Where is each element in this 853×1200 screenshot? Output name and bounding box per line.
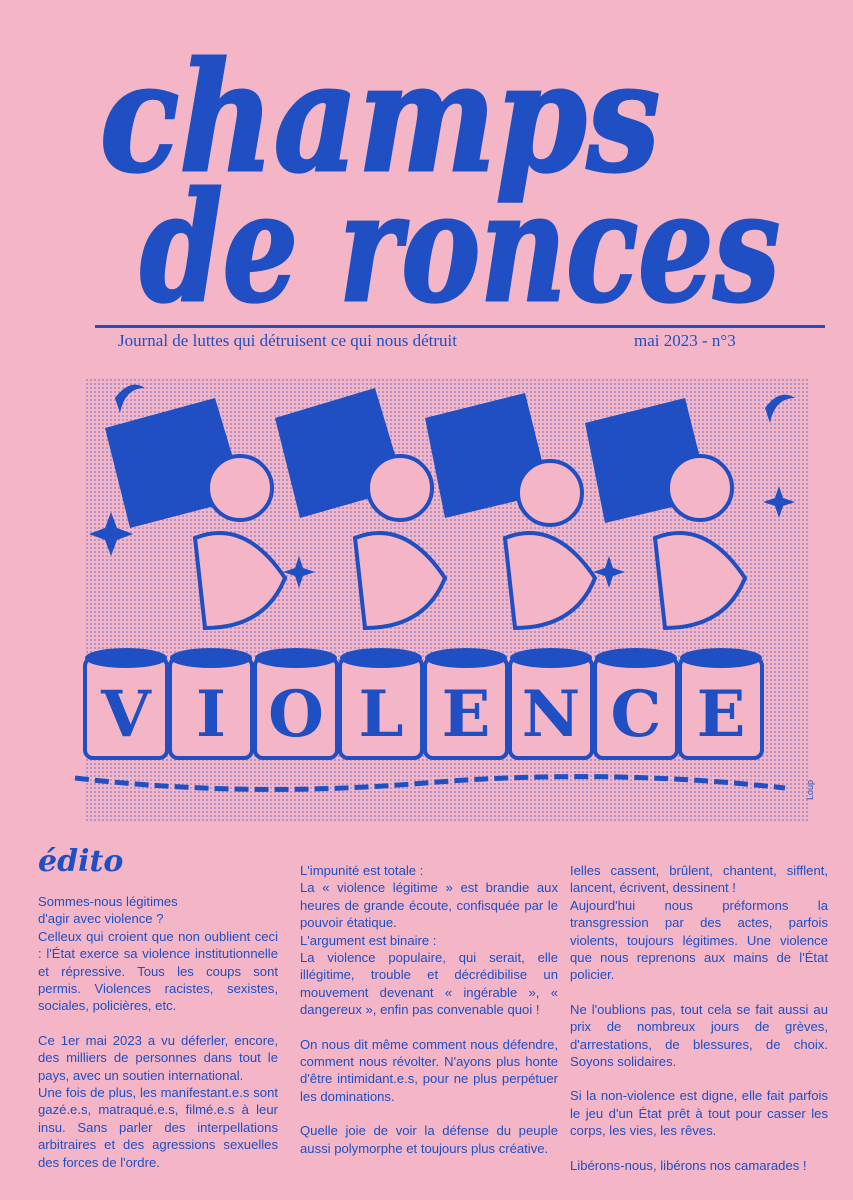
edito-title: édito — [38, 844, 124, 879]
edito-paragraph: Quelle joie de voir la défense du peuple aussi polymorphe et toujours plus créative. — [300, 1123, 558, 1156]
can-letter: L — [358, 677, 404, 752]
edito-paragraph: Ne l'oublions pas, tout cela se fait aussi au prix de nombreux jours de grèves, d'arrestations, de blessures, de choix. Soyons solidaires. — [570, 1001, 828, 1070]
edito-column-2 — [300, 862, 558, 1157]
cover-illustration — [45, 378, 808, 828]
edito-paragraph: Une fois de plus, les manifestant.e.s sont gazé.e.s, matraqué.e.s, filmé.e.s à leur insu. Sans parler des interpellations arbitraires et des agressions sexuelles des forces de l'ordre. — [38, 1085, 278, 1170]
masthead — [0, 0, 853, 320]
edito-column-3 — [570, 862, 828, 1174]
illustration-drawing — [45, 378, 808, 828]
can-letter: E — [441, 677, 491, 752]
can-letter: N — [521, 677, 581, 752]
edito-paragraph: On nous dit même comment nous défendre, comment nous révolter. N'ayons plus honte d'être intimidant.e.s, pour ne plus perpétuer les dominations. — [300, 1036, 558, 1104]
edito-question: Sommes-nous légitimes d'agir avec violence ? — [38, 894, 178, 927]
can-lid — [510, 648, 592, 668]
edito-paragraph: Si la non-violence est digne, elle fait parfois le jeu d'un État prêt à tout pour casser les corps, les vies, les rêves. — [570, 1088, 828, 1139]
can-lid — [340, 648, 422, 668]
illustration-credit: Loup — [805, 779, 815, 800]
edito-paragraph: Celleux qui croient que non oublient ceci : l'État exerce sa violence institutionnelle et répressive. Tous les coups sont permis. Violences racistes, sexistes, sociales, policières, etc. — [38, 928, 278, 1014]
can-letter: O — [268, 677, 324, 752]
edito-column-1 — [38, 845, 278, 1171]
edito-paragraph: Ce 1er mai 2023 a vu déferler, encore, des milliers de personnes dans tout le pays, avec un soutien international. — [38, 1032, 278, 1083]
masthead-line2: de ronces — [140, 160, 780, 320]
masthead-logo — [0, 0, 853, 320]
edito-paragraph: Libérons-nous, libérons nos camarades ! — [570, 1157, 807, 1173]
edito-paragraph: L'impunité est totale : — [300, 863, 424, 878]
can-lid — [85, 648, 167, 668]
can-lid — [425, 648, 507, 668]
edito-paragraph: La « violence légitime » est brandie aux heures de grande écoute, confisquée par le pouvoir étatique. — [300, 880, 558, 931]
edito-paragraph: Ielles cassent, brûlent, chantent, sifflent, lancent, écrivent, dessinent ! — [570, 863, 828, 896]
edito-paragraph: L'argument est binaire : — [300, 932, 437, 948]
can-letter: I — [196, 677, 226, 752]
edito-paragraph: Aujourd'hui nous préformons la transgression par des actes, parfois violents, toujours légitimes. Une violence que nous reprenons aux mains de l'État policier. — [570, 897, 828, 983]
can-lid — [680, 648, 762, 668]
can-lid — [595, 648, 677, 668]
can-letter: V — [101, 677, 151, 752]
edito-paragraph: La violence populaire, qui serait, elle illégitime, trouble et décrédibilise un mouvement devenant « ingérable », « dangereux », enfin pas convenable quoi ! — [300, 950, 558, 1018]
masthead-rule — [95, 325, 825, 328]
can-letter: E — [696, 677, 746, 752]
tagline: Journal de luttes qui détruisent ce qui nous détruit — [118, 331, 457, 350]
can-letter: C — [610, 677, 662, 752]
issue-info: mai 2023 - n°3 — [634, 331, 736, 350]
can-lid — [170, 648, 252, 668]
can-lid — [255, 648, 337, 668]
masthead-line1: champs — [100, 30, 660, 206]
